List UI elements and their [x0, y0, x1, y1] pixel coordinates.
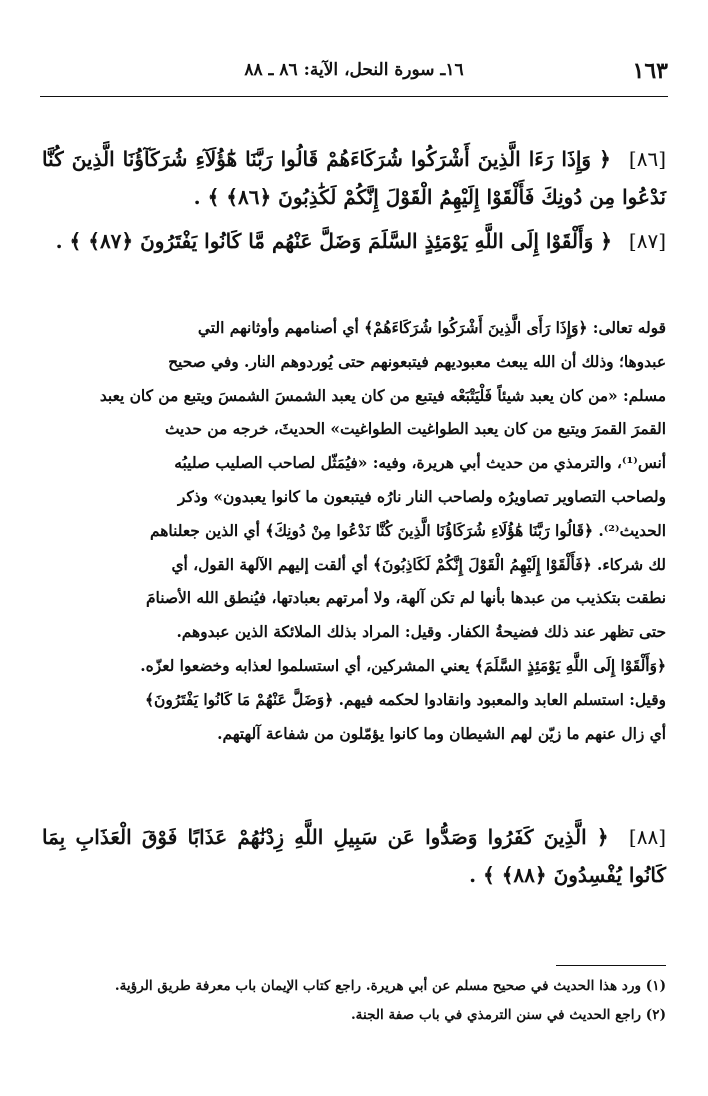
commentary-line: قوله تعالى: ﴿وَإِذَا رَأَى الَّذِينَ أَشْرَكُوا شُرَكَاءَهُمْ﴾ أي أصنامهم وأوثانهم التي: [197, 319, 666, 337]
commentary-line: القمرَ القمرَ ويتبع من كان يعبد الطواغيت الطواغيت» الحديثَ، خرجه من حديث: [164, 420, 666, 439]
commentary-line: وقيل: استسلم العابد والمعبود وانقادوا لحكمه فيهم. ﴿وَضَلَّ عَنْهُمْ مَا كَانُوا يَفْتَرُونَ﴾: [145, 690, 666, 709]
footnotes: [42, 972, 666, 1030]
verse-number: [٨٧]: [628, 229, 666, 253]
verse-text: ﴿ الَّذِينَ كَفَرُوا وَصَدُّوا عَن سَبِيلِ اللَّهِ زِدْنَٰهُمْ عَذَابًا فَوْقَ الْعَذَابِ بِمَا كَانُوا يُفْسِدُونَ ﴿٨٨﴾ ﴾ .: [42, 825, 666, 887]
verse-number: [٨٦]: [628, 147, 666, 171]
page-header: [40, 58, 668, 88]
verse-88: [42, 818, 666, 894]
commentary-line: حتى تظهر عند ذلك فضيحةُ الكفار. وقيل: المراد بذلك الملائكة الذين عبدوهم.: [176, 623, 666, 642]
verse-text: ﴿ وَأَلْقَوْا إِلَى اللَّهِ يَوْمَئِذٍ السَّلَمَ وَضَلَّ عَنْهُم مَّا كَانُوا يَفْتَرُونَ ﴿٨٧﴾ ﴾ .: [55, 229, 612, 253]
commentary-line: مسلم: «من كان يعبد شيئاً فَلْيَتْبَعْه فيتبع من كان يعبد الشمسَ الشمسَ ويتبع من كان يعبد: [99, 386, 666, 405]
footnote-1: (١) ورد هذا الحديث في صحيح مسلم عن أبي هريرة. راجع كتاب الإيمان باب معرفة طريق الرؤية.: [114, 978, 666, 994]
running-title: ١٦ـ سورة النحل، الآية: ٨٦ ـ ٨٨: [244, 60, 464, 80]
commentary-line: أنس⁽¹⁾، والترمذي من حديث أبي هريرة، وفيه: «فيُمَثّل لصاحب الصليب صليبُه: [174, 454, 666, 473]
commentary-line: لك شركاء. ﴿فَأَلْقَوْا إِلَيْهِمُ الْقَوْلَ إِنَّكُمْ لَكَاذِبُونَ﴾ أي ألقت إليهم الآلهة القول، أي: [171, 555, 666, 574]
verse-87: [42, 222, 666, 260]
verse-86: [42, 140, 666, 216]
commentary-line: نطقت بتكذيب من عبدها بأنها لم تكن آلهة، ولا أمرتهم بعبادتها، فيُنطق الله الأصنامَ: [146, 589, 666, 608]
commentary-line: ولصاحب التصاوير تصاويرُه ولصاحب النار نارُه فيتبعون ما كانوا يعبدون» وذكر: [177, 487, 666, 506]
commentary: [42, 312, 666, 751]
page-number: ١٦٣: [632, 58, 668, 84]
verse-text: ﴿ وَإِذَا رَءَا الَّذِينَ أَشْرَكُوا شُرَكَاءَهُمْ قَالُوا رَبَّنَا هَٰٓؤُلَآءِ شُرَكَآؤُنَا الَّذِينَ كُنَّا نَدْعُوا مِن دُونِكَ فَأَلْقَوْا إِلَيْهِمُ الْقَوْلَ إِنَّكُمْ لَكَٰذِبُونَ ﴿٨٦﴾ ﴾ .: [42, 147, 666, 209]
commentary-line: الحديث⁽²⁾. ﴿قَالُوا رَبَّنَا هَٰؤُلَاءِ شُرَكَاؤُنَا الَّذِينَ كُنَّا نَدْعُوا مِنْ دُونِكَ﴾ أي الذين جعلناهم: [150, 521, 666, 540]
footnote-rule: [556, 965, 666, 966]
commentary-line: عبدوها؛ وذلك أن الله يبعث معبوديهم فيتبعونهم حتى يُوردوهم النار. وفي صحيح: [168, 352, 666, 371]
commentary-line: أي زال عنهم ما زيّن لهم الشيطان وما كانوا يؤمّلون من شفاعة آلهتهم.: [217, 724, 666, 743]
verse-number: [٨٨]: [628, 825, 666, 849]
commentary-line: ﴿وَأَلْقَوْا إِلَى اللَّهِ يَوْمَئِذٍ السَّلَمَ﴾ يعني المشركين، أي استسلموا لعذابه وخضعوا لعزّه.: [140, 656, 666, 675]
footnote-2: (٢) راجع الحديث في سنن الترمذي في باب صفة الجنة.: [350, 1007, 666, 1023]
header-rule: [40, 96, 668, 97]
